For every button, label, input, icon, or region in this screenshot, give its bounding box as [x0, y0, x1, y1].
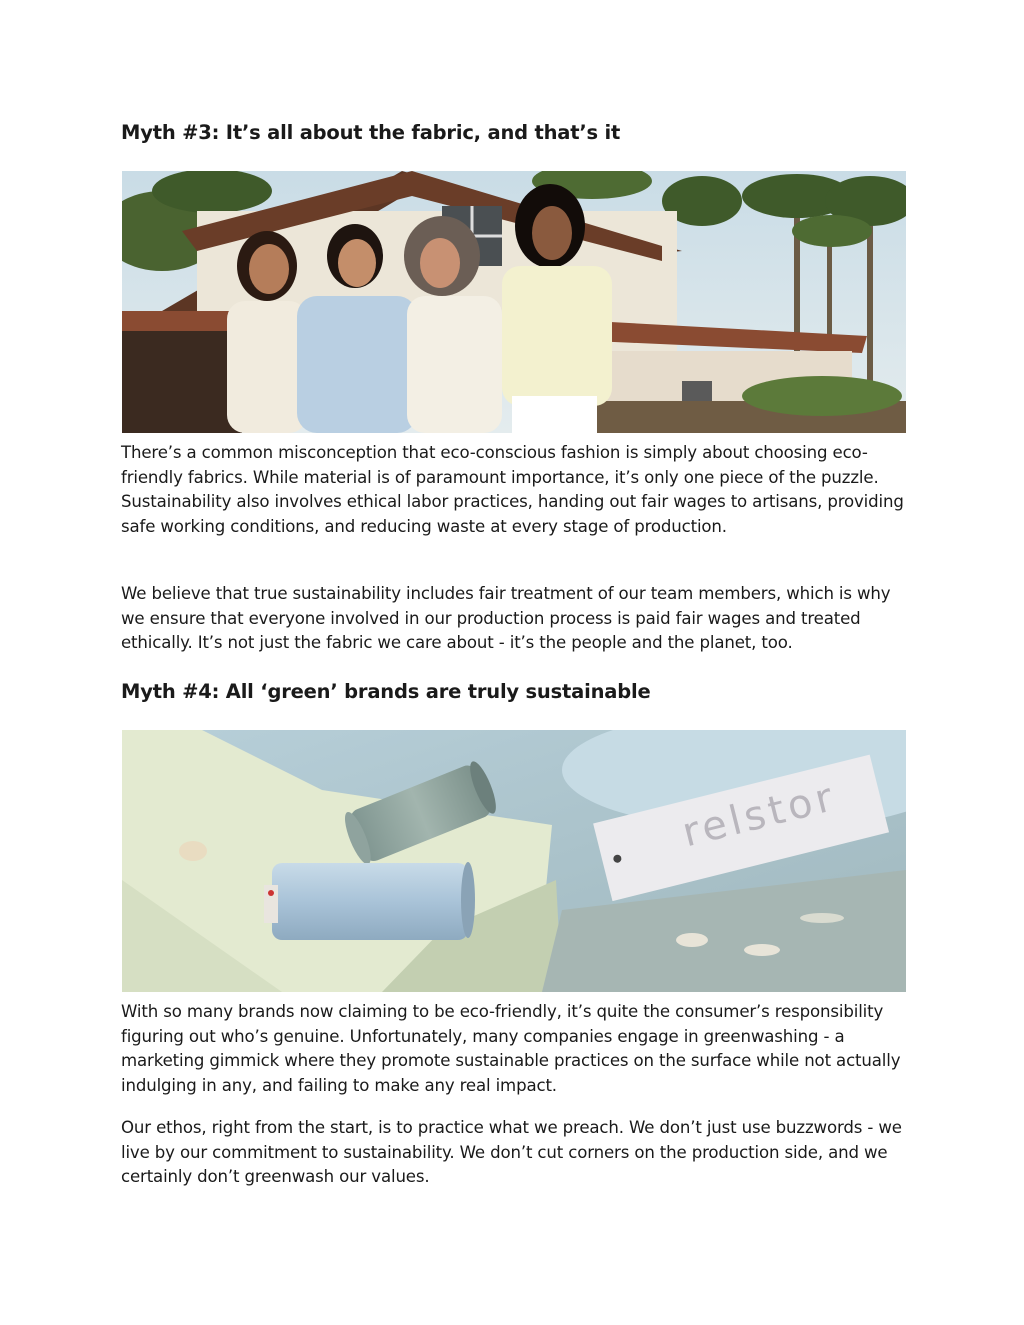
section-heading-myth-4: Myth #4: All ‘green’ brands are truly sustainable	[121, 680, 651, 703]
paragraph: There’s a common misconception that eco-conscious fashion is simply about choosing eco-friendly fabrics. While material is of paramount importance, it’s only one piece of the puzzle. Sustainability also involves ethical labor practices, handing out fair wages to artisans, providing safe working conditions, and reducing waste at every stage of production.	[121, 443, 904, 536]
paragraph: Our ethos, right from the start, is to practice what we preach. We don’t just use buzzwords - we live by our commitment to sustainability. We don’t cut corners on the production side, and we certainly don’t greenwash our values.	[121, 1118, 902, 1186]
section-heading-myth-3: Myth #3: It’s all about the fabric, and that’s it	[121, 121, 621, 144]
paragraph: We believe that true sustainability includes fair treatment of our team members, which is why we ensure that everyone involved in our production process is paid fair wages and treated ethically. It’s not just the fabric we care about - it’s the people and the planet, too.	[121, 584, 891, 652]
brand-tag-logo: relstor	[677, 773, 841, 857]
photo-thread-spools-and-fabric	[122, 730, 906, 992]
photo-four-women-in-front-of-house	[122, 171, 906, 433]
paragraph: With so many brands now claiming to be eco-friendly, it’s quite the consumer’s responsibility figuring out who’s genuine. Unfortunately, many companies engage in greenwashing - a marketing gimmick where they promote sustainable practices on the surface while not actually indulging in any, and failing to make any real impact.	[121, 1002, 901, 1095]
